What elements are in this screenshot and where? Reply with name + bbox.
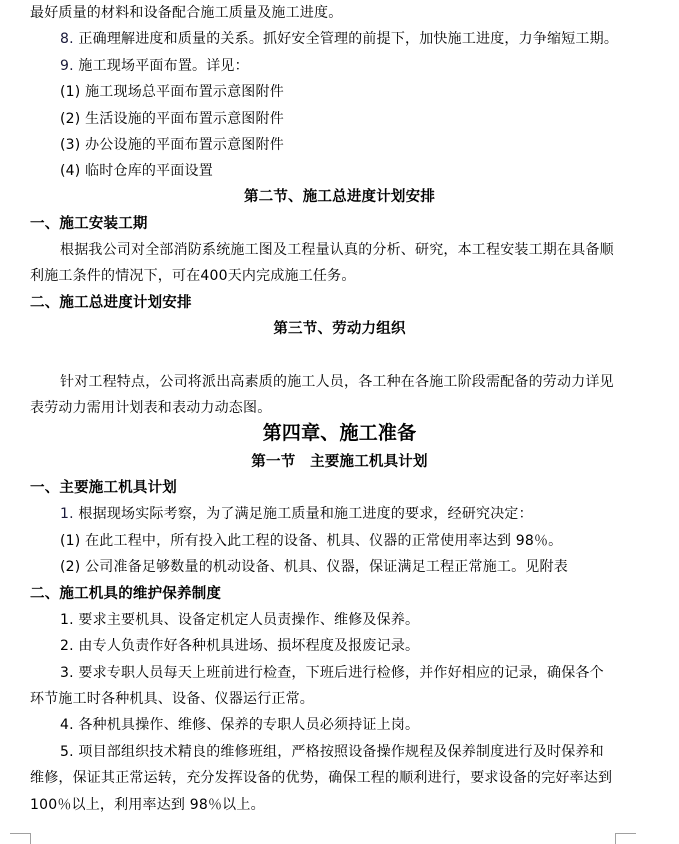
list-number: (1) xyxy=(60,533,81,549)
list-text: 项目部组织技术精良的维修班组，严格按照设备操作规程及保养制度进行及时保养和 xyxy=(78,744,604,760)
list-text: 要求专职人员每天上班前进行检查，下班后进行检修，并作好相应的记录，确保各个 xyxy=(78,665,604,681)
list-item-2 xyxy=(60,636,649,656)
list-text: 由专人负责作好各种机具进场、损坏程度及报废记录。 xyxy=(78,638,420,654)
section-title: 第一节 主要施工机具计划 xyxy=(251,454,428,470)
list-item-1 xyxy=(60,504,649,524)
subheading: 二、施工总进度计划安排 xyxy=(30,295,192,311)
subheading: 二、施工机具的维护保养制度 xyxy=(30,586,222,602)
list-text: 要求主要机具、设备定机定人员责操作、维修及保养。 xyxy=(78,612,420,628)
section-title: 第三节、劳动力组织 xyxy=(273,321,406,337)
list-item-9 xyxy=(60,56,649,76)
list-text: 施工现场平面布置。详见： xyxy=(78,58,249,74)
sub-item-1 xyxy=(60,82,649,102)
paragraph-line: 100％以上，利用率达到 98％以上。 xyxy=(30,797,265,813)
list-text: 施工现场总平面布置示意图附件 xyxy=(85,84,284,100)
list-text: 临时仓库的平面设置 xyxy=(85,163,213,179)
list-text: 生活设施的平面布置示意图附件 xyxy=(85,111,284,127)
paragraph-line: 维修，保证其正常运转，充分发挥设备的优势，确保工程的顺利进行，要求设备的完好率达到 xyxy=(30,770,613,786)
paragraph-line: 针对工程特点，公司将派出高素质的施工人员，各工种在各施工阶段需配备的劳动力详见 xyxy=(60,374,614,390)
text: 最好质量的材料和设备配合施工质量及施工进度。 xyxy=(30,5,343,21)
list-number: (2) xyxy=(60,111,81,127)
list-item-5 xyxy=(60,742,649,762)
list-item-1 xyxy=(60,610,649,630)
list-text: 公司准备足够数量的机动设备、机具、仪器，保证满足工程正常施工。见附表 xyxy=(85,559,568,575)
section-title: 第二节、施工总进度计划安排 xyxy=(243,189,436,205)
paragraph-continuation xyxy=(30,3,649,23)
page-corner-mark-left xyxy=(10,833,31,844)
list-number: (4) xyxy=(60,163,81,179)
list-number: 4. xyxy=(60,717,74,733)
sub-item-2 xyxy=(60,557,649,577)
sub-item-1 xyxy=(60,531,649,551)
paragraph-line: 根据我公司对全部消防系统施工图及工程量认真的分析、研究，本工程安装工期在具备顺 xyxy=(60,242,614,258)
subheading: 一、施工安装工期 xyxy=(30,216,148,232)
list-text: 办公设施的平面布置示意图附件 xyxy=(85,137,284,153)
sub-item-3 xyxy=(60,135,649,155)
list-number: (2) xyxy=(60,559,81,575)
list-number: 2. xyxy=(60,638,74,654)
list-number: 1. xyxy=(60,506,74,522)
subheading: 一、主要施工机具计划 xyxy=(30,480,177,496)
list-item-3 xyxy=(60,663,649,683)
list-number: 5. xyxy=(60,744,74,760)
paragraph-line: 利施工条件的情况下，可在400天内完成施工任务。 xyxy=(30,268,356,284)
list-text: 正确理解进度和质量的关系。抓好安全管理的前提下，加快施工进度，力争缩短工期。 xyxy=(78,31,619,47)
list-number: 3. xyxy=(60,665,74,681)
paragraph-line: 表劳动力需用计划表和表动力动态图。 xyxy=(30,400,272,416)
list-number: 1. xyxy=(60,612,74,628)
list-item-4 xyxy=(60,715,649,735)
page-corner-mark-right xyxy=(615,833,636,844)
paragraph-line: 环节施工时各种机具、设备、仪器运行正常。 xyxy=(30,691,314,707)
sub-item-2 xyxy=(60,109,649,129)
list-number: 9. xyxy=(60,58,74,74)
sub-item-4 xyxy=(60,161,649,181)
list-number: (1) xyxy=(60,84,81,100)
list-text: 根据现场实际考察，为了满足施工质量和施工进度的要求，经研究决定： xyxy=(78,506,533,522)
chapter-title: 第四章、施工准备 xyxy=(262,422,417,444)
list-number: (3) xyxy=(60,137,81,153)
list-item-8 xyxy=(60,29,649,49)
list-number: 8. xyxy=(60,31,74,47)
list-text: 在此工程中，所有投入此工程的设备、机具、仪器的正常使用率达到 98％。 xyxy=(85,533,563,549)
list-text: 各种机具操作、维修、保养的专职人员必须持证上岗。 xyxy=(78,717,420,733)
